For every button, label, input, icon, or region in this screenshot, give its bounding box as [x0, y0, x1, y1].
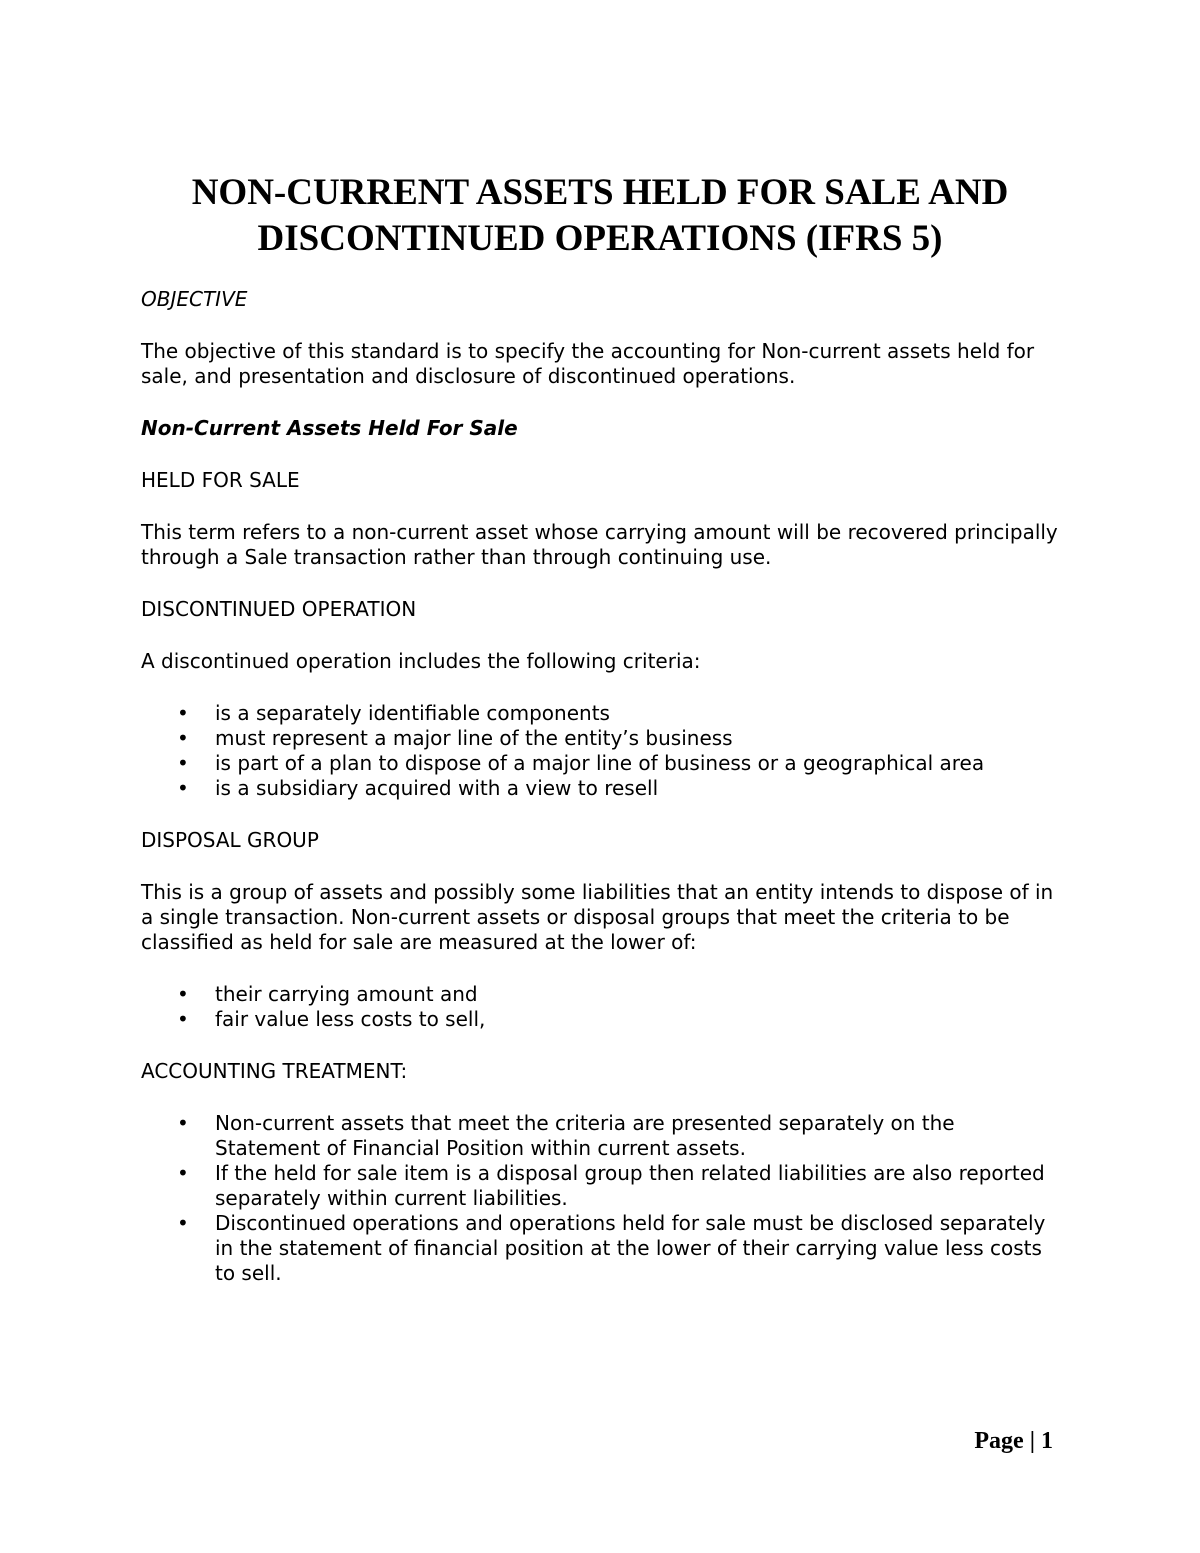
- disposal-measures-list: [141, 982, 1061, 1032]
- list-item: [141, 701, 1061, 726]
- list-item: [141, 751, 1061, 776]
- objective-text: The objective of this standard is to specify the accounting for Non-current assets held for sale, and presentation and disclosure of discontinued operations.: [141, 339, 1035, 388]
- list-item-text: If the held for sale item is a disposal group then related liabilities are also reported separately within current liabilities.: [215, 1161, 1045, 1210]
- held-for-sale-heading: HELD FOR SALE: [141, 468, 300, 492]
- bullet-icon: •: [177, 982, 189, 1006]
- accounting-treatment-list: [141, 1111, 1061, 1286]
- list-item-text: is part of a plan to dispose of a major line of business or a geographical area: [215, 751, 985, 775]
- bullet-icon: •: [177, 701, 189, 725]
- subsection-heading: Non-Current Assets Held For Sale: [141, 416, 518, 440]
- discontinued-criteria-list: [141, 701, 1061, 801]
- document-title: [100, 170, 1100, 262]
- bullet-icon: •: [177, 1211, 189, 1235]
- discontinued-heading: DISCONTINUED OPERATION: [141, 597, 417, 621]
- bullet-icon: •: [177, 751, 189, 775]
- accounting-treatment-heading: ACCOUNTING TREATMENT:: [141, 1059, 408, 1083]
- list-item: [141, 1111, 1061, 1161]
- list-item-text: Discontinued operations and operations held for sale must be disclosed separately in the statement of financial position at the lower of their carrying value less costs to sell.: [215, 1211, 1046, 1285]
- list-item: [141, 726, 1061, 751]
- list-item: [141, 776, 1061, 801]
- page-number: Page | 1: [974, 1428, 1053, 1454]
- disposal-group-heading: DISPOSAL GROUP: [141, 828, 319, 852]
- disposal-group-text: This is a group of assets and possibly some liabilities that an entity intends to dispose of in a single transaction. Non-current assets or disposal groups that meet the criteria to be classified as held for sale are measured at the lower of:: [141, 880, 1054, 954]
- list-item-text: is a separately identifiable components: [215, 701, 610, 725]
- list-item-text: must represent a major line of the entity’s business: [215, 726, 733, 750]
- objective-heading: OBJECTIVE: [141, 287, 248, 311]
- title-line-2: DISCONTINUED OPERATIONS (IFRS 5): [257, 218, 943, 259]
- bullet-icon: •: [177, 726, 189, 750]
- list-item: [141, 982, 1061, 1007]
- bullet-icon: •: [177, 1161, 189, 1185]
- bullet-icon: •: [177, 776, 189, 800]
- title-line-1: NON-CURRENT ASSETS HELD FOR SALE AND: [191, 172, 1009, 213]
- discontinued-intro: A discontinued operation includes the following criteria:: [141, 649, 701, 673]
- list-item-text: is a subsidiary acquired with a view to resell: [215, 776, 659, 800]
- bullet-icon: •: [177, 1111, 189, 1135]
- held-for-sale-text: This term refers to a non-current asset whose carrying amount will be recovered principally through a Sale transaction rather than through continuing use.: [141, 520, 1058, 569]
- list-item-text: Non-current assets that meet the criteria are presented separately on the Statement of Financial Position within current assets.: [215, 1111, 955, 1160]
- bullet-icon: •: [177, 1007, 189, 1031]
- list-item: [141, 1007, 1061, 1032]
- list-item: [141, 1161, 1061, 1211]
- list-item: [141, 1211, 1061, 1286]
- list-item-text: their carrying amount and: [215, 982, 478, 1006]
- document-body: [141, 287, 1061, 1313]
- list-item-text: fair value less costs to sell,: [215, 1007, 486, 1031]
